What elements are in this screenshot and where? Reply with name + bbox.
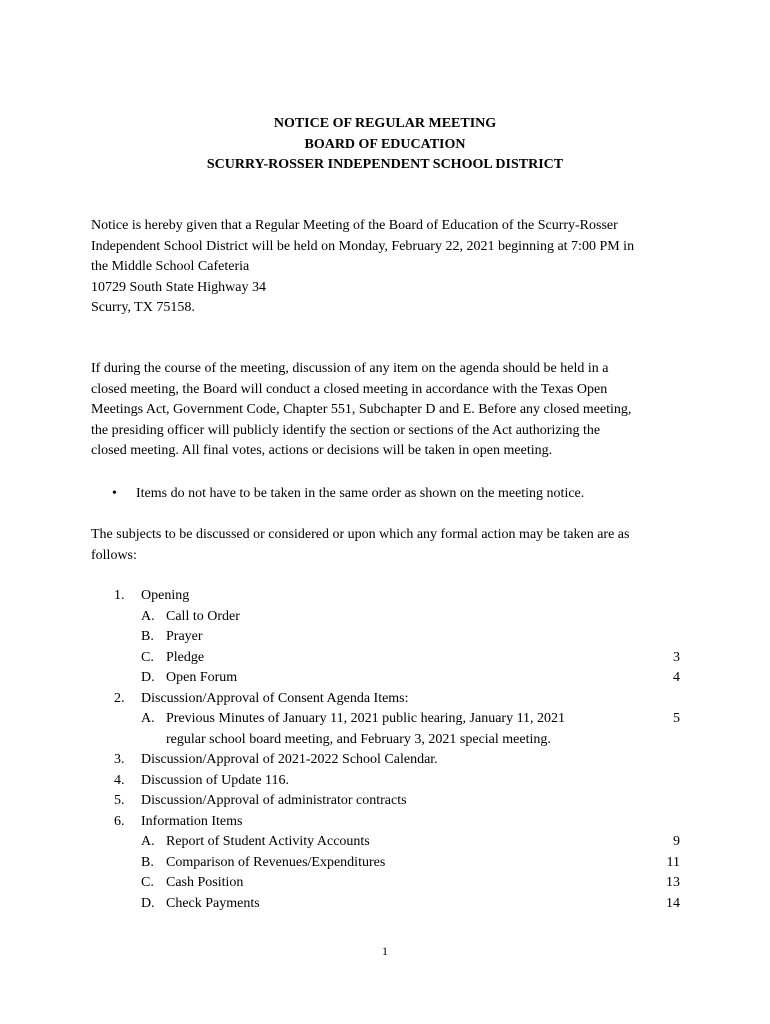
agenda-list: [0, 586, 770, 914]
agenda-item-title: Discussion of Update 116.: [141, 772, 290, 788]
subitem-text: Prayer: [166, 629, 203, 644]
closed-line: Meetings Act, Government Code, Chapter 551, Subchapter D and E. Before any closed meeting,: [91, 402, 632, 418]
notice-line: the Middle School Cafeteria: [91, 259, 250, 275]
subitem-letter: D.: [141, 895, 155, 911]
notice-address-street: 10729 South State Highway 34: [91, 279, 266, 295]
agenda-item-title: Information Items: [141, 813, 243, 829]
agenda-item: [0, 689, 770, 710]
page-number: 1: [382, 944, 388, 958]
agenda-item: [0, 750, 770, 771]
subitem-text: Pledge: [166, 649, 205, 665]
subitem-letter: A.: [141, 711, 155, 726]
subitem-text: Call to Order: [166, 608, 240, 624]
agenda-item-number: 1.: [114, 588, 125, 603]
notice-address-city: Scurry, TX 75158.: [91, 300, 195, 316]
agenda-item-title: Discussion/Approval of Consent Agenda Items:: [141, 690, 409, 706]
subitem-page: 4: [673, 670, 680, 685]
agenda-item-number: 3.: [114, 752, 125, 767]
subjects-paragraph: [91, 525, 691, 566]
subitem-letter: C.: [141, 649, 154, 665]
agenda-item: [0, 586, 770, 607]
subjects-line: The subjects to be discussed or considered or upon which any formal action may be taken are as: [91, 527, 630, 542]
agenda-item-title: Opening: [141, 588, 190, 603]
notice-line: Independent School District will be held on Monday, February 22, 2021 beginning at 7:00 PM in: [91, 238, 635, 254]
agenda-subitem: [0, 668, 770, 689]
agenda-item-number: 5.: [114, 793, 125, 808]
subitem-text-continued: regular school board meeting, and February 3, 2021 special meeting.: [166, 731, 551, 747]
agenda-item: [0, 771, 770, 792]
subitem-page: 14: [666, 895, 680, 911]
closed-line: closed meeting, the Board will conduct a closed meeting in accordance with the Texas Open: [91, 381, 608, 397]
agenda-item-number: 6.: [114, 813, 125, 829]
subitem-text: Open Forum: [166, 670, 238, 685]
agenda-item-number: 2.: [114, 690, 125, 706]
closed-line: closed meeting. All final votes, actions or decisions will be taken in open meeting.: [91, 443, 553, 459]
subitem-text: Previous Minutes of January 11, 2021 public hearing, January 11, 2021: [166, 711, 566, 726]
bullet-text: Items do not have to be taken in the same order as shown on the meeting notice.: [136, 486, 585, 501]
agenda-subitem: [0, 853, 770, 874]
agenda-item: [0, 791, 770, 812]
closed-line: If during the course of the meeting, discussion of any item on the agenda should be held in a: [91, 361, 609, 376]
closed-line: the presiding officer will publicly identify the section or sections of the Act authorizing the: [91, 422, 601, 438]
subitem-page: 11: [666, 854, 680, 870]
subitem-letter: A.: [141, 834, 155, 849]
agenda-subitem: [0, 709, 770, 730]
subitem-page: 3: [673, 649, 680, 665]
subitem-letter: A.: [141, 608, 155, 624]
subitem-text: Comparison of Revenues/Expenditures: [166, 854, 386, 870]
subitem-text: Report of Student Activity Accounts: [166, 834, 370, 849]
header-title: NOTICE OF REGULAR MEETING: [273, 116, 497, 131]
subitem-text: Cash Position: [166, 875, 244, 890]
agenda-item: [0, 812, 770, 833]
agenda-subitem: [0, 873, 770, 894]
notice-header: [0, 114, 770, 176]
agenda-item-title: Discussion/Approval of 2021-2022 School Calendar.: [141, 752, 438, 767]
meeting-notice-paragraph: [91, 216, 691, 319]
closed-meeting-paragraph: [91, 359, 691, 462]
subitem-letter: B.: [141, 629, 154, 644]
agenda-subitem: [0, 648, 770, 669]
agenda-item-number: 4.: [114, 772, 125, 788]
subitem-letter: B.: [141, 854, 154, 870]
agenda-subitem: [0, 894, 770, 915]
header-district: SCURRY-ROSSER INDEPENDENT SCHOOL DISTRICT: [206, 157, 564, 172]
subitem-page: 9: [673, 834, 680, 849]
subitem-letter: D.: [141, 670, 155, 685]
bullet-icon: •: [112, 486, 117, 501]
notice-line: Notice is hereby given that a Regular Meeting of the Board of Education of the Scurry-Rosser: [91, 218, 618, 233]
agenda-subitem-continuation: [0, 730, 770, 751]
agenda-subitem: [0, 832, 770, 853]
subitem-page: 5: [673, 711, 680, 726]
header-board: BOARD OF EDUCATION: [304, 136, 466, 152]
subjects-line: follows:: [91, 547, 137, 563]
subitem-letter: C.: [141, 875, 154, 890]
agenda-subitem: [0, 627, 770, 648]
subitem-page: 13: [666, 875, 680, 890]
agenda-item-title: Discussion/Approval of administrator contracts: [141, 793, 407, 808]
agenda-subitem: [0, 607, 770, 628]
subitem-text: Check Payments: [166, 895, 260, 911]
